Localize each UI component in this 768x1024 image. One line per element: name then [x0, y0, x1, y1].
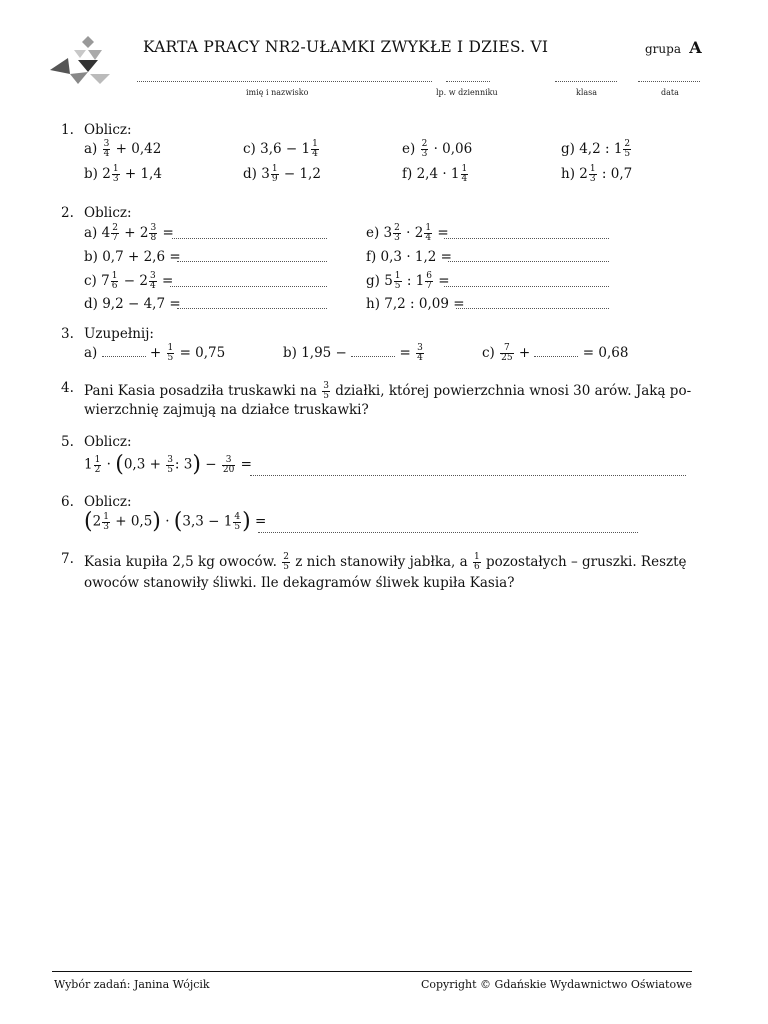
group-value: A: [689, 38, 702, 57]
date-label: data: [661, 88, 679, 97]
task5-answer[interactable]: [250, 465, 686, 476]
task4-line1: Pani Kasia posadziła truskawki na $\frac{3}{5}$ działki, której powierzchnia wnosi 30 arów. Jaką po-: [84, 381, 692, 401]
task2-c-answer[interactable]: [170, 276, 327, 287]
task2-b-answer[interactable]: [177, 251, 327, 262]
task2-f: f) 0,3 · 1,2 =: [366, 249, 452, 265]
task6-answer[interactable]: [258, 522, 638, 533]
footer-author: Wybór zadań: Janina Wójcik: [54, 978, 210, 991]
group-indicator: [645, 38, 702, 57]
task1-a: a) $\frac{3}{4}$ + 0,42: [84, 139, 162, 159]
task2-d-answer[interactable]: [177, 298, 327, 309]
date-field[interactable]: [638, 71, 700, 82]
task7-number: 7.: [61, 551, 74, 567]
group-label: grupa: [645, 42, 681, 56]
page-title: KARTA PRACY NR2-UŁAMKI ZWYKŁE I DZIES. VI: [143, 38, 549, 56]
task5-expression: 1 $\frac{1}{2}$ · (0,3 + $\frac{3}{5}$ : 3) − $\frac{3}{20}$ =: [84, 452, 252, 477]
task7-line2: owoców stanowiły śliwki. Ile dekagramów śliwek kupiła Kasia?: [84, 575, 515, 591]
task3-a: a) + $\frac{1}{5}$ = 0,75: [84, 343, 226, 363]
task3-a-answer[interactable]: [102, 346, 146, 357]
task2-g: g) 5 $\frac{1}{5}$ : 1 $\frac{6}{7}$ =: [366, 271, 450, 291]
task6-heading: Oblicz:: [84, 494, 132, 510]
task1-heading: Oblicz:: [84, 122, 132, 138]
name-field[interactable]: [137, 71, 432, 82]
task4-number: 4.: [61, 380, 74, 396]
task5-heading: Oblicz:: [84, 434, 132, 450]
task1-d: d) 3 $\frac{1}{9}$ − 1,2: [243, 164, 321, 184]
task2-a-answer[interactable]: [172, 228, 327, 239]
task1-number: 1.: [61, 122, 74, 138]
task1-h: h) 2 $\frac{1}{3}$ : 0,7: [561, 164, 633, 184]
task2-number: 2.: [61, 205, 74, 221]
task1-g: g) 4,2 : 1 $\frac{2}{5}$: [561, 139, 631, 159]
task2-b: b) 0,7 + 2,6 =: [84, 249, 181, 265]
task2-a: a) 4 $\frac{2}{7}$ + 2 $\frac{3}{8}$ =: [84, 223, 174, 243]
task7-line1: Kasia kupiła 2,5 kg owoców. $\frac{2}{5}$ z nich stanowiły jabłka, a $\frac{1}{6}$ pozostałych – gruszki. Resztę: [84, 552, 687, 572]
task2-d: d) 9,2 − 4,7 =: [84, 296, 181, 312]
task6-expression: (2 $\frac{1}{3}$ + 0,5) · (3,3 − 1 $\frac{4}{5}$ ) =: [84, 509, 267, 534]
task3-heading: Uzupełnij:: [84, 326, 154, 342]
task2-e: e) 3 $\frac{2}{3}$ · 2 $\frac{1}{4}$ =: [366, 223, 449, 243]
task3-c-answer[interactable]: [534, 346, 578, 357]
name-field-label: imię i nazwisko: [246, 88, 309, 97]
task2-heading: Oblicz:: [84, 205, 132, 221]
task2-c: c) 7 $\frac{1}{6}$ − 2 $\frac{3}{4}$ =: [84, 271, 174, 291]
task6-number: 6.: [61, 494, 74, 510]
task1-f: f) 2,4 · 1 $\frac{1}{4}$: [402, 164, 468, 184]
task3-b: b) 1,95 − = $\frac{3}{4}$: [283, 343, 423, 363]
footer-copyright: Copyright © Gdańskie Wydawnictwo Oświatowe: [420, 978, 692, 991]
task4-line2: wierzchnię zajmują na działce truskawki?: [84, 402, 369, 418]
class-number-label: lp. w dzienniku: [436, 88, 498, 97]
task2-g-answer[interactable]: [444, 276, 609, 287]
task3-number: 3.: [61, 326, 74, 342]
task3-c: c) $\frac{7}{25}$ + = 0,68: [482, 343, 629, 363]
class-field[interactable]: [555, 71, 617, 82]
task1-c: c) 3,6 − 1 $\frac{1}{4}$: [243, 139, 318, 159]
task1-b: b) 2 $\frac{1}{3}$ + 1,4: [84, 164, 162, 184]
task2-h-answer[interactable]: [456, 298, 609, 309]
task2-e-answer[interactable]: [444, 228, 609, 239]
class-label: klasa: [576, 88, 598, 97]
task2-h: h) 7,2 : 0,09 =: [366, 296, 465, 312]
class-number-field[interactable]: [446, 71, 490, 82]
task5-number: 5.: [61, 434, 74, 450]
task1-e: e) $\frac{2}{3}$ · 0,06: [402, 139, 473, 159]
task3-b-answer[interactable]: [351, 346, 395, 357]
task2-f-answer[interactable]: [448, 251, 609, 262]
publisher-logo: [48, 34, 114, 88]
footer-divider: [52, 971, 692, 972]
